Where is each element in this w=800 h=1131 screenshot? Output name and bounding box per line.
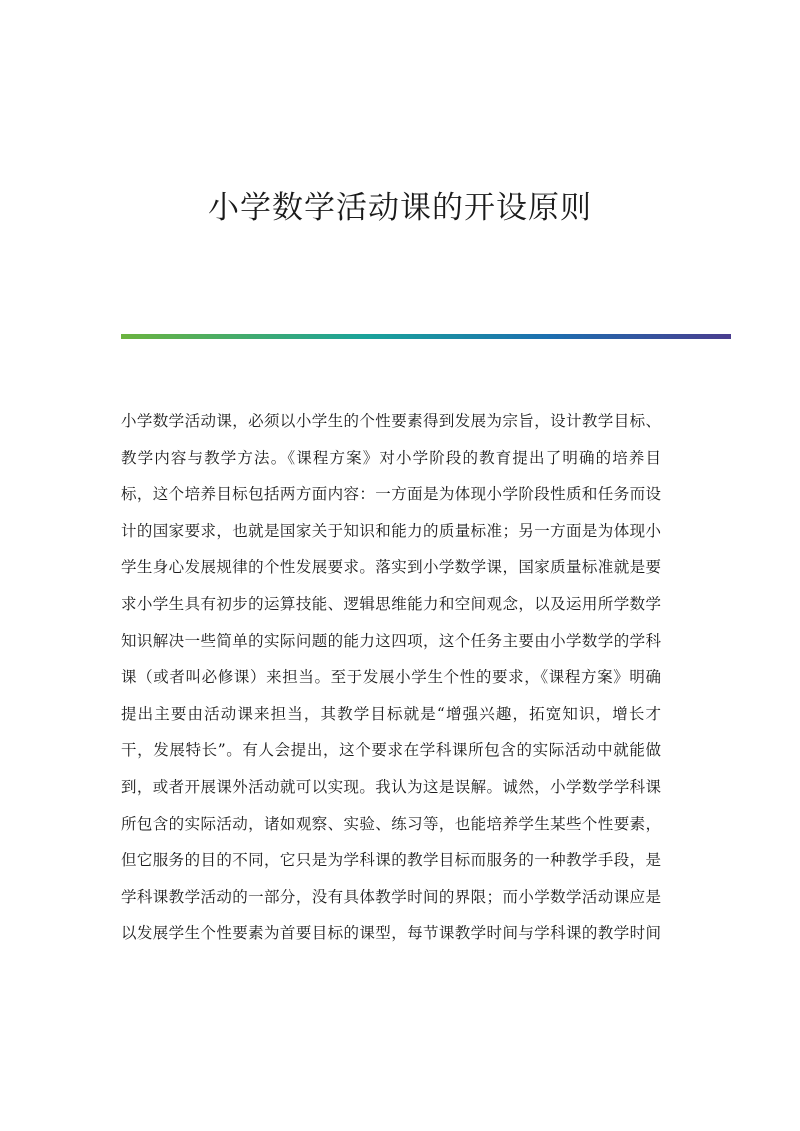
document-title: 小学数学活动课的开设原则 — [208, 190, 592, 226]
paragraph-line: 提出主要由活动课来担当，其教学目标就是“增强兴趣，拓宽知识，增长才 — [121, 704, 661, 723]
body-paragraph — [121, 403, 661, 952]
paragraph-line: 干，发展特长”。有人会提出，这个要求在学科课所包含的实际活动中就能做 — [121, 741, 661, 760]
paragraph-line: 教学内容与教学方法。《课程方案》对小学阶段的教育提出了明确的培养目 — [121, 448, 661, 467]
paragraph-line: 小学数学活动课，必须以小学生的个性要素得到发展为宗旨，设计教学目标、 — [121, 412, 661, 430]
paragraph-line: 但它服务的目的不同，它只是为学科课的教学目标而服务的一种教学手段，是 — [121, 851, 661, 870]
paragraph-line: 学科课教学活动的一部分，没有具体教学时间的界限；而小学数学活动课应是 — [121, 887, 661, 906]
paragraph-line: 标，这个培养目标包括两方面内容：一方面是为体现小学阶段性质和任务而设 — [121, 485, 661, 504]
paragraph-line: 所包含的实际活动，诸如观察、实验、练习等，也能培养学生某些个性要素， — [121, 814, 661, 833]
title-divider — [121, 334, 731, 339]
paragraph-line: 学生身心发展规律的个性发展要求。落实到小学数学课，国家质量标准就是要 — [121, 558, 661, 577]
paragraph-line: 课（或者叫必修课）来担当。至于发展小学生个性的要求，《课程方案》明确 — [121, 668, 661, 687]
paragraph-line: 知识解决一些简单的实际问题的能力这四项，这个任务主要由小学数学的学科 — [121, 631, 661, 650]
paragraph-line: 以发展学生个性要素为首要目标的课型，每节课教学时间与学科课的教学时间 — [121, 924, 661, 943]
paragraph-line: 到，或者开展课外活动就可以实现。我认为这是误解。诚然，小学数学学科课 — [121, 777, 661, 796]
paragraph-line: 计的国家要求，也就是国家关于知识和能力的质量标准；另一方面是为体现小 — [121, 521, 661, 540]
paragraph-line: 求小学生具有初步的运算技能、逻辑思维能力和空间观念，以及运用所学数学 — [121, 594, 661, 613]
